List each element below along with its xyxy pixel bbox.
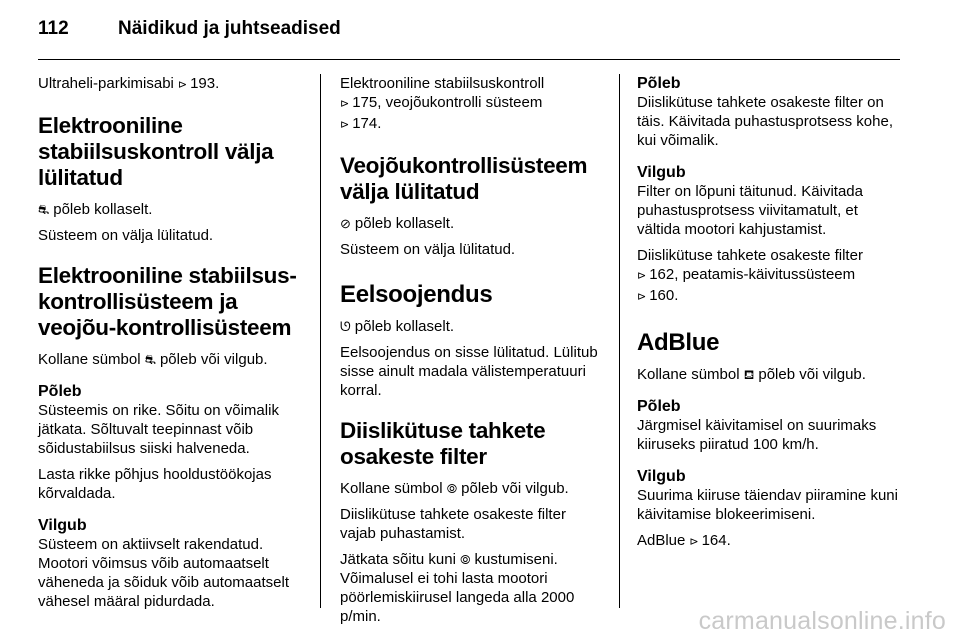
section-heading-esc-tc: Elektrooniline stabiilsus-kontrollisüsteem ja veojõu-kontrollisüsteem	[38, 263, 297, 340]
preheating-icon: ᘎ	[340, 319, 351, 334]
section-heading-dpf: Diislikütuse tahkete osakeste filter	[340, 418, 546, 469]
column-divider-2	[619, 74, 620, 608]
adblue-icon: ⛾	[743, 367, 755, 382]
page-reference-link[interactable]: 174.	[352, 115, 382, 132]
dpf-references: Diislikütuse tahkete osakeste filter ⊳ 162, peatamis-käivitussüsteem ⊳ 160.	[637, 246, 905, 307]
tc-off-status: ⊘ põleb kollaselt.	[340, 215, 455, 232]
adblue-status: Kollane sümbol ⛾ põleb või vilgub.	[637, 366, 866, 383]
page-reference-link[interactable]: 175, veojõukontrolli süsteem	[352, 94, 543, 111]
tc-off-icon: ⊘	[340, 216, 351, 231]
reference-arrow-icon: ⊳	[340, 98, 350, 110]
page-reference-link[interactable]: 193.	[190, 75, 220, 92]
dpf-desc: Diislikütuse tahkete osakeste filter vajab puhastamist.	[340, 506, 566, 542]
dpf-icon: ⦾	[460, 552, 471, 567]
reference-arrow-icon: ⊳	[177, 79, 188, 91]
section-heading-adblue: AdBlue	[637, 329, 720, 356]
dpf-flashing-desc: Filter on lõpuni täitunud. Käivitada puhastusprotsess viivitamatult, et vältida mootori kahjustamist.	[637, 183, 863, 238]
reference-arrow-icon: ⊳	[637, 291, 647, 303]
subheading-lit: Põleb	[637, 398, 681, 415]
dpf-icon: ⦾	[446, 481, 458, 496]
reference-arrow-icon: ⊳	[340, 119, 350, 131]
esc-off-icon: ⛐	[38, 202, 50, 217]
adblue-flashing-desc: Suurima kiiruse täiendav piiramine kuni käivitamise blokeerimiseni.	[637, 487, 898, 523]
tc-off-desc: Süsteem on välja lülitatud.	[340, 241, 516, 258]
esc-lit-action: Lasta rikke põhjus hooldustöökojas kõrvaldada.	[38, 466, 272, 502]
page-reference-link[interactable]: 164.	[701, 532, 731, 549]
reference-arrow-icon: ⊳	[637, 270, 647, 282]
esc-references: Elektrooniline stabiilsuskontroll ⊳ 175, veojõukontrolli süsteem ⊳ 174.	[340, 74, 602, 135]
section-heading-preheating: Eelsoojendus	[340, 281, 493, 308]
page-reference-link[interactable]: 160.	[649, 287, 679, 304]
subheading-lit: Põleb	[637, 75, 681, 92]
adblue-reference: AdBlue ⊳ 164.	[637, 531, 905, 552]
header-divider	[38, 59, 900, 60]
column-divider-1	[320, 74, 321, 608]
adblue-lit-desc: Järgmisel käivitamisel on suurimaks kiiruseks piiratud 100 km/h.	[637, 417, 877, 453]
watermark: carmanualsonline.info	[698, 607, 946, 635]
dpf-status: Kollane sümbol ⦾ põleb või vilgub.	[340, 480, 569, 497]
column-3	[637, 74, 905, 559]
page-reference-link[interactable]: 162, peatamis-käivitussüsteem	[649, 266, 856, 283]
page-number: 112	[38, 18, 69, 39]
esc-warning-icon: ⛐	[144, 352, 156, 367]
esc-off-desc: Süsteem on välja lülitatud.	[38, 227, 214, 244]
dpf-action: Jätkata sõitu kuni ⦾ kustumiseni. Võimalusel ei tohi lasta mootori pöörlemiskiirusel langeda alla 2000 p/min.	[340, 551, 575, 625]
esc-tc-status: Kollane sümbol ⛐ põleb või vilgub.	[38, 351, 268, 368]
subheading-flashing: Vilgub	[38, 517, 87, 534]
esc-flashing-desc: Süsteem on aktiivselt rakendatud. Mootori võimsus võib automaatselt väheneda ja sõiduk võib automaatselt vähesel määral pidurdada.	[38, 536, 290, 610]
column-1	[38, 74, 310, 618]
intro-paragraph: Ultraheli-parkimisabi ⊳ 193.	[38, 74, 310, 95]
esc-lit-desc: Süsteemis on rike. Sõitu on võimalik jätkata. Sõltuvalt teepinnast võib sõidustabiilsus siiski halveneda.	[38, 402, 279, 457]
column-2	[340, 74, 602, 633]
subheading-flashing: Vilgub	[637, 468, 686, 485]
preheating-status: ᘎ põleb kollaselt.	[340, 318, 455, 335]
preheating-desc: Eelsoojendus on sisse lülitatud. Lülitub sisse ainult madala välistemperatuuri korral.	[340, 344, 598, 399]
subheading-lit: Põleb	[38, 383, 82, 400]
esc-off-status: ⛐ põleb kollaselt.	[38, 201, 153, 218]
subheading-flashing: Vilgub	[637, 164, 686, 181]
section-heading-tc-off: Veojõukontrollisüsteem välja lülitatud	[340, 153, 588, 204]
reference-arrow-icon: ⊳	[689, 536, 699, 548]
page-header	[38, 18, 341, 48]
section-heading-esc-off: Elektrooniline stabiilsuskontroll välja lülitatud	[38, 113, 274, 190]
page-title: Näidikud ja juhtseadised	[118, 18, 341, 39]
dpf-lit-desc: Diislikütuse tahkete osakeste filter on täis. Käivitada puhastusprotsess kohe, kui võimalik.	[637, 94, 893, 149]
